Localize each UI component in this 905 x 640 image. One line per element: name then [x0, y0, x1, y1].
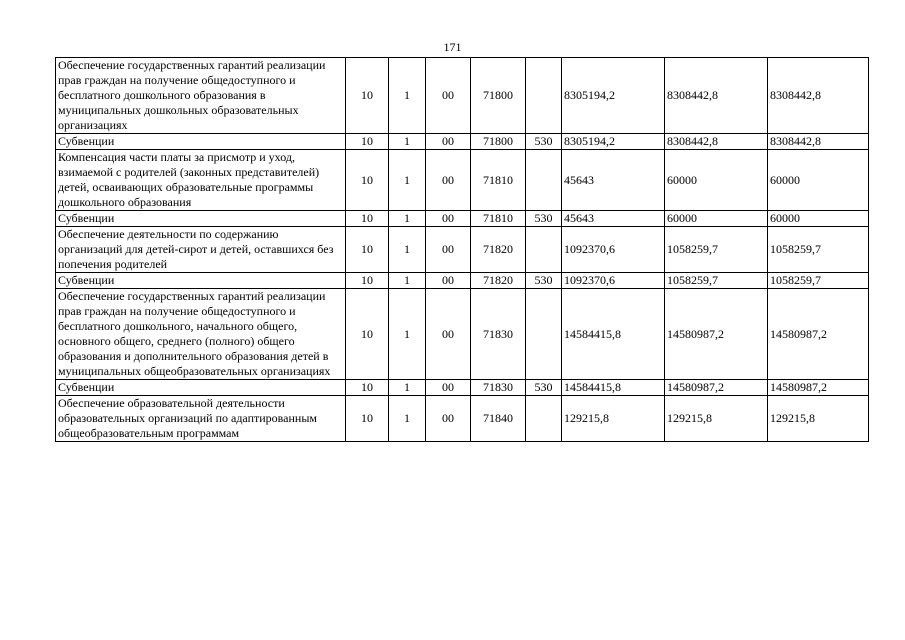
row-name: Обеспечение государственных гарантий реализации прав граждан на получение общедоступного и бесплатного дошкольного образования в муниципальных дошкольных образовательных организациях — [56, 58, 346, 134]
amount-year-3: 8308442,8 — [768, 134, 869, 150]
amount-year-2: 8308442,8 — [665, 58, 768, 134]
amount-year-1: 1092370,6 — [562, 227, 665, 273]
amount-year-2: 129215,8 — [665, 396, 768, 442]
expense-type-code — [526, 289, 562, 380]
amount-year-2: 60000 — [665, 211, 768, 227]
subsection-code: 1 — [389, 134, 426, 150]
section-code: 10 — [346, 396, 389, 442]
amount-year-2: 1058259,7 — [665, 227, 768, 273]
program-code: 00 — [426, 150, 471, 211]
row-name: Субвенции — [56, 380, 346, 396]
program-code: 00 — [426, 211, 471, 227]
program-code: 00 — [426, 58, 471, 134]
target-article-code: 71830 — [471, 380, 526, 396]
amount-year-1: 8305194,2 — [562, 134, 665, 150]
amount-year-1: 45643 — [562, 150, 665, 211]
subsection-code: 1 — [389, 58, 426, 134]
section-code: 10 — [346, 134, 389, 150]
section-code: 10 — [346, 380, 389, 396]
target-article-code: 71820 — [471, 273, 526, 289]
subsection-code: 1 — [389, 227, 426, 273]
amount-year-3: 8308442,8 — [768, 58, 869, 134]
table-row — [56, 227, 869, 273]
amount-year-3: 14580987,2 — [768, 380, 869, 396]
amount-year-2: 14580987,2 — [665, 289, 768, 380]
row-name: Обеспечение государственных гарантий реализации прав граждан на получение общедоступного и бесплатного дошкольного, начального общего, основного общего, среднего (полного) общего образования и дополнительного образования детей в муниципальных общеобразовательных организациях — [56, 289, 346, 380]
program-code: 00 — [426, 289, 471, 380]
section-code: 10 — [346, 289, 389, 380]
amount-year-1: 14584415,8 — [562, 289, 665, 380]
page-number: 171 — [443, 40, 462, 54]
amount-year-2: 1058259,7 — [665, 273, 768, 289]
amount-year-1: 129215,8 — [562, 396, 665, 442]
row-name: Субвенции — [56, 134, 346, 150]
program-code: 00 — [426, 396, 471, 442]
subsection-code: 1 — [389, 273, 426, 289]
target-article-code: 71820 — [471, 227, 526, 273]
table-row — [56, 211, 869, 227]
target-article-code: 71810 — [471, 211, 526, 227]
amount-year-3: 1058259,7 — [768, 273, 869, 289]
expense-type-code: 530 — [526, 273, 562, 289]
row-name: Обеспечение образовательной деятельности образовательных организаций по адаптированным общеобразовательным программам — [56, 396, 346, 442]
amount-year-3: 1058259,7 — [768, 227, 869, 273]
expense-type-code — [526, 58, 562, 134]
target-article-code: 71800 — [471, 58, 526, 134]
table-body — [56, 58, 869, 442]
amount-year-1: 8305194,2 — [562, 58, 665, 134]
expense-type-code — [526, 227, 562, 273]
budget-table — [55, 57, 869, 442]
subsection-code: 1 — [389, 396, 426, 442]
amount-year-3: 60000 — [768, 150, 869, 211]
program-code: 00 — [426, 380, 471, 396]
program-code: 00 — [426, 227, 471, 273]
section-code: 10 — [346, 58, 389, 134]
expense-type-code: 530 — [526, 211, 562, 227]
subsection-code: 1 — [389, 211, 426, 227]
target-article-code: 71830 — [471, 289, 526, 380]
program-code: 00 — [426, 134, 471, 150]
amount-year-3: 129215,8 — [768, 396, 869, 442]
amount-year-1: 1092370,6 — [562, 273, 665, 289]
target-article-code: 71840 — [471, 396, 526, 442]
row-name: Субвенции — [56, 211, 346, 227]
expense-type-code — [526, 396, 562, 442]
amount-year-2: 8308442,8 — [665, 134, 768, 150]
amount-year-3: 14580987,2 — [768, 289, 869, 380]
amount-year-2: 60000 — [665, 150, 768, 211]
subsection-code: 1 — [389, 380, 426, 396]
amount-year-2: 14580987,2 — [665, 380, 768, 396]
program-code: 00 — [426, 273, 471, 289]
table-row — [56, 134, 869, 150]
expense-type-code — [526, 150, 562, 211]
section-code: 10 — [346, 211, 389, 227]
row-name: Субвенции — [56, 273, 346, 289]
table-row — [56, 58, 869, 134]
table-row — [56, 289, 869, 380]
table-row — [56, 380, 869, 396]
target-article-code: 71800 — [471, 134, 526, 150]
subsection-code: 1 — [389, 150, 426, 211]
table-row — [56, 150, 869, 211]
expense-type-code: 530 — [526, 134, 562, 150]
section-code: 10 — [346, 227, 389, 273]
row-name: Компенсация части платы за присмотр и уход, взимаемой с родителей (законных представителей) детей, осваивающих образовательные программы дошкольного образования — [56, 150, 346, 211]
expense-type-code: 530 — [526, 380, 562, 396]
amount-year-1: 45643 — [562, 211, 665, 227]
table-row — [56, 396, 869, 442]
amount-year-3: 60000 — [768, 211, 869, 227]
target-article-code: 71810 — [471, 150, 526, 211]
table-row — [56, 273, 869, 289]
row-name: Обеспечение деятельности по содержанию организаций для детей-сирот и детей, оставшихся без попечения родителей — [56, 227, 346, 273]
amount-year-1: 14584415,8 — [562, 380, 665, 396]
section-code: 10 — [346, 273, 389, 289]
section-code: 10 — [346, 150, 389, 211]
subsection-code: 1 — [389, 289, 426, 380]
